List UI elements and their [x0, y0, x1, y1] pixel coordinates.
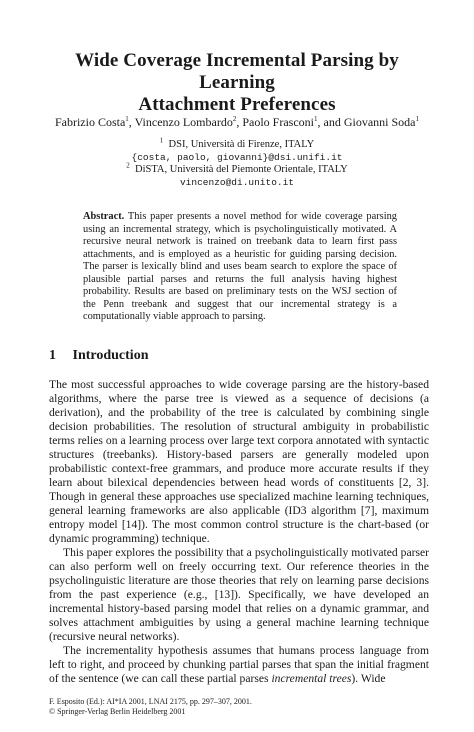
affiliation-1: $^1$ DSI, Università di Firenze, ITALY — [159, 136, 315, 150]
footer-line-2: © Springer-Verlag Berlin Heidelberg 2001 — [49, 707, 186, 716]
paper-title — [40, 50, 434, 116]
abstract — [83, 211, 397, 324]
affiliation-1-email: {costa, paolo, giovanni}@dsi.unifi.it — [131, 151, 343, 163]
author: Fabrizio Costa$^1$ — [54, 115, 129, 129]
section-heading — [49, 348, 148, 364]
body-text — [49, 378, 429, 686]
abstract-label: Abstract. — [83, 211, 125, 222]
footer-citation — [49, 697, 252, 717]
paragraph: The most successful approaches to wide coverage parsing are the history-based algorithms, where the parse tree is viewed as a sequence of decisions (a derivation), and the probability of the tree is calculated by combining single decision probabilities. The resolution of structural ambiguity in probabilistic terms relies on a learning process over large text corpora annotated with syntactic structures (treebanks). History-based parsers are generally modeled upon probabilistic context-free grammars, and produce more accurate results if they learn about bilexical dependencies between head words of constituents [2, 3]. Though in general these approaches use specialized machine learning techniques, general learning frameworks are also applicable (ID3 algorithm [7], maximum entropy model [14]). The most common control structure is the chart-based (or dynamic programming) technique. — [49, 378, 429, 545]
section-number: 1 — [49, 348, 56, 363]
author-list: Fabrizio Costa$^1$, Vincenzo Lombardo$^2$, Paolo Frasconi$^1$, and Giovanni Soda$^1$ — [54, 115, 420, 129]
affiliation-2-email: vincenzo@di.unito.it — [179, 176, 295, 188]
author: Vincenzo Lombardo$^2$ — [134, 115, 237, 129]
abstract-text: This paper presents a novel method for wide coverage parsing using an incremental strategy, which is psycholinguistically motivated. A recursive neural network is trained on treebank data to learn first pass attachments, and is employed as a heuristic for guiding parsing decision. The parser is lexically blind and uses beam search to explore the space of plausible partial parses and returns the full analysis having highest probability. Results are based on preliminary tests on the WSJ section of the Penn treebank and suggest that our incremental strategy is a computationally viable approach to parsing. — [83, 211, 397, 322]
author: Giovanni Soda$^1$ — [343, 115, 420, 129]
section-title: Introduction — [72, 348, 149, 363]
affiliations — [60, 136, 414, 189]
paragraph: The incrementality hypothesis assumes that humans process language from left to right, and proceed by chunking partial parses that span the initial fragment of the sentence (we can call these partial parses incremental trees). Wide — [49, 644, 429, 685]
title-line-2: Attachment Preferences — [138, 94, 336, 115]
footer-line-1: F. Esposito (Ed.): AI*IA 2001, LNAI 2175, pp. 297–307, 2001. — [49, 697, 252, 706]
author: Paolo Frasconi$^1$ — [242, 115, 318, 129]
title-line-1: Wide Coverage Incremental Parsing by Learning — [75, 50, 399, 93]
affiliation-2: $^2$ DiSTA, Università del Piemonte Orientale, ITALY — [126, 161, 348, 175]
paragraph: This paper explores the possibility that a psycholinguistically motivated parser can also perform well on freely occurring text. Our reference theories in the psycholinguistic literature are those theories that rely on learning parse decisions from the past experience (e.g., [13]). Specifically, we have developed an incremental history-based parsing model that relies on a dynamic grammar, and solves attachment ambiguities by using a general machine learning technique (recursive neural networks). — [49, 546, 429, 643]
